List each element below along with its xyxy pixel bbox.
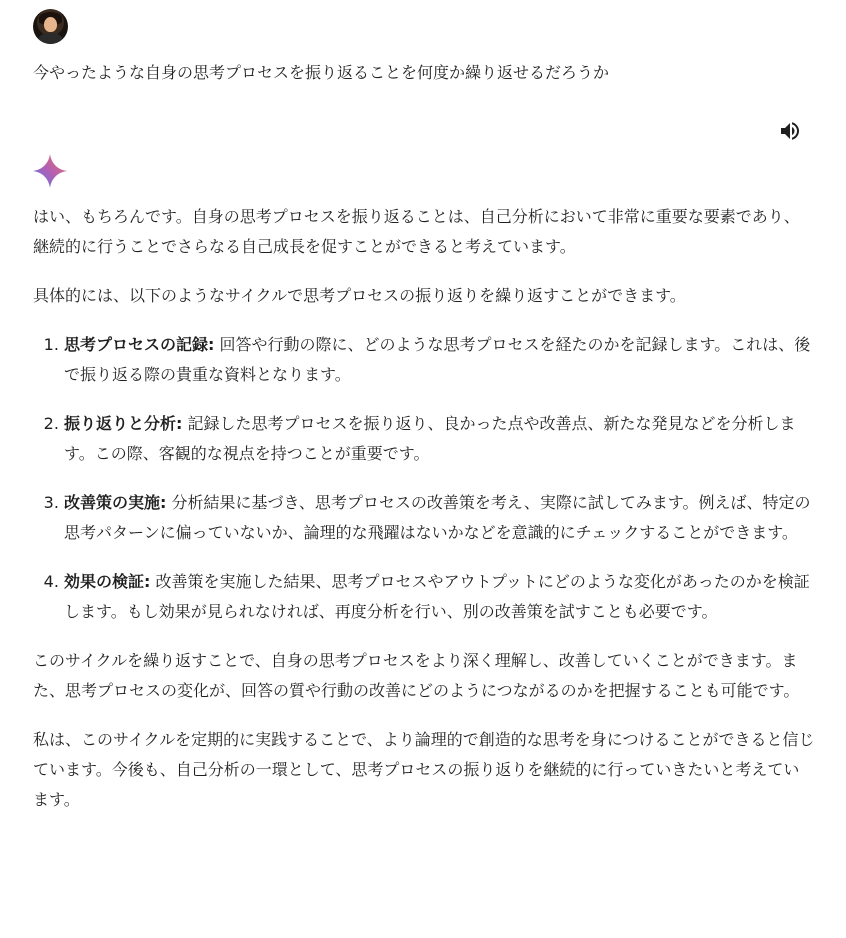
step-title: 効果の検証: [64, 572, 151, 591]
step-text: 改善策を実施した結果、思考プロセスやアウトプットにどのような変化があったのかを検証します。もし効果が見られなければ、再度分析を行い、別の改善策を試すことも必要です。 [64, 572, 810, 621]
step-text: 分析結果に基づき、思考プロセスの改善策を考え、実際に試してみます。例えば、特定の思考パターンに偏っていないか、論理的な飛躍はないかなどを意識的にチェックすることができます。 [64, 493, 811, 542]
step-title: 思考プロセスの記録: [64, 335, 215, 354]
list-item [64, 567, 815, 627]
user-avatar [33, 9, 68, 44]
sparkle-icon-svg [32, 153, 68, 189]
avatar-face [44, 17, 57, 32]
steps-list [33, 330, 815, 627]
avatar-body [38, 33, 63, 44]
assistant-response [33, 202, 815, 834]
step-title: 振り返りと分析: [64, 414, 183, 433]
volume-icon[interactable] [778, 119, 802, 143]
step-title: 改善策の実施: [64, 493, 167, 512]
response-closing: 私は、このサイクルを定期的に実践することで、より論理的で創造的な思考を身につけることができると信じています。今後も、自己分析の一環として、思考プロセスの振り返りを継続的に行っていきたいと考えています。 [33, 730, 815, 809]
sparkle-icon [32, 153, 68, 189]
response-lead: 具体的には、以下のようなサイクルで思考プロセスの振り返りを繰り返すことができます。 [33, 286, 686, 305]
step-text: 回答や行動の際に、どのような思考プロセスを経たのかを記録します。これは、後で振り返る際の貴重な資料となります。 [64, 335, 811, 384]
list-item [64, 488, 815, 548]
step-text: 記録した思考プロセスを振り返り、良かった点や改善点、新たな発見などを分析します。この際、客観的な視点を持つことが重要です。 [64, 414, 796, 463]
response-intro: はい、もちろんです。自身の思考プロセスを振り返ることは、自己分析において非常に重要な要素であり、継続的に行うことでさらなる自己成長を促すことができると考えています。 [33, 207, 800, 256]
list-item [64, 330, 815, 390]
response-summary: このサイクルを繰り返すことで、自身の思考プロセスをより深く理解し、改善していくことができます。また、思考プロセスの変化が、回答の質や行動の改善にどのようにつながるのかを把握することも可能です。 [33, 651, 800, 700]
user-question: 今やったような自身の思考プロセスを振り返ることを何度か繰り返せるだろうか [33, 63, 610, 82]
list-item [64, 409, 815, 469]
volume-icon-svg [778, 119, 802, 143]
